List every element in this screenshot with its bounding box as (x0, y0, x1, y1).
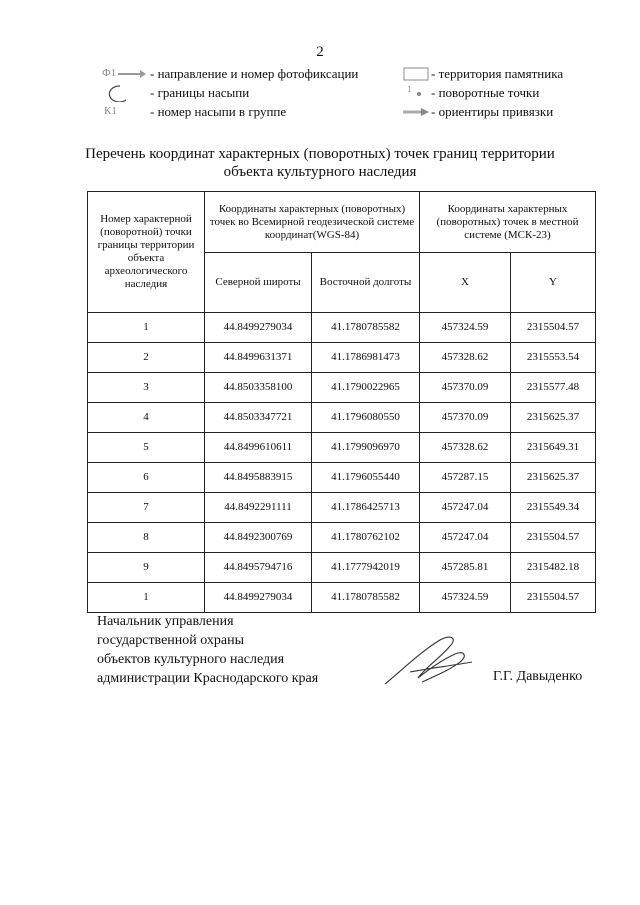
mound-boundary-icon (100, 86, 146, 100)
cell-point-number: 3 (88, 373, 205, 403)
cell-longitude: 41.1780785582 (312, 583, 420, 613)
cell-y: 2315482.18 (511, 553, 596, 583)
photo-direction-icon: Ф1 (100, 67, 146, 81)
cell-x: 457328.62 (420, 343, 511, 373)
cell-y: 2315625.37 (511, 403, 596, 433)
legend-item-reference (403, 104, 553, 120)
legend-label: - направление и номер фотофиксации (150, 66, 359, 81)
table-row (88, 373, 596, 403)
cell-y: 2315577.48 (511, 373, 596, 403)
header-x: X (420, 253, 511, 313)
cell-longitude: 41.1790022965 (312, 373, 420, 403)
cell-point-number: 7 (88, 493, 205, 523)
cell-x: 457328.62 (420, 433, 511, 463)
cell-x: 457285.81 (420, 553, 511, 583)
handwritten-signature (380, 632, 475, 692)
legend-label: - ориентиры привязки (431, 104, 554, 119)
legend-item-photo (100, 66, 358, 82)
map-legend (100, 66, 600, 122)
cell-longitude: 41.1777942019 (312, 553, 420, 583)
cell-longitude: 41.1780785582 (312, 313, 420, 343)
cell-x: 457247.04 (420, 493, 511, 523)
cell-point-number: 9 (88, 553, 205, 583)
cell-latitude: 44.8495883915 (205, 463, 312, 493)
cell-y: 2315504.57 (511, 583, 596, 613)
coordinates-table (87, 191, 596, 613)
position-line: объектов культурного наследия (97, 652, 285, 667)
cell-x: 457287.15 (420, 463, 511, 493)
cell-longitude: 41.1780762102 (312, 523, 420, 553)
cell-point-number: 8 (88, 523, 205, 553)
header-y: Y (511, 253, 596, 313)
legend-label: - поворотные точки (431, 85, 540, 100)
legend-item-group (100, 104, 286, 120)
cell-latitude: 44.8499610611 (205, 433, 312, 463)
position-line: Начальник управления (97, 614, 234, 629)
table-row (88, 463, 596, 493)
table-row (88, 553, 596, 583)
legend-item-mound (100, 85, 249, 101)
header-east-longitude: Восточной долготы (312, 253, 420, 313)
turn-point-icon: 1 (403, 86, 429, 100)
cell-x: 457370.09 (420, 373, 511, 403)
page-number: 2 (316, 44, 324, 60)
cell-x: 457324.59 (420, 583, 511, 613)
cell-x: 457324.59 (420, 313, 511, 343)
cell-latitude: 44.8492291111 (205, 493, 312, 523)
legend-item-turn-point (403, 85, 539, 101)
cell-point-number: 5 (88, 433, 205, 463)
legend-label: - номер насыпи в группе (150, 104, 287, 119)
cell-point-number: 6 (88, 463, 205, 493)
header-wgs84: Координаты характерных (поворотных) точек во Всемирной геодезической системе координат(WGS-84) (205, 192, 420, 253)
position-line: государственной охраны (97, 633, 245, 648)
cell-longitude: 41.1799096970 (312, 433, 420, 463)
cell-longitude: 41.1786425713 (312, 493, 420, 523)
cell-latitude: 44.8499631371 (205, 343, 312, 373)
cell-latitude: 44.8495794716 (205, 553, 312, 583)
legend-label: - границы насыпи (150, 85, 250, 100)
position-line: администрации Краснодарского края (97, 671, 319, 686)
cell-latitude: 44.8503358100 (205, 373, 312, 403)
table-body (88, 313, 596, 613)
cell-longitude: 41.1796080550 (312, 403, 420, 433)
table-row (88, 583, 596, 613)
table-row (88, 343, 596, 373)
table-row (88, 403, 596, 433)
signature-position (97, 612, 318, 688)
document-title: Перечень координат характерных (поворотных) точек границ территории объекта культурного наследия (85, 146, 555, 180)
cell-y: 2315504.57 (511, 313, 596, 343)
signer-name: Г.Г. Давыденко (493, 669, 583, 684)
cell-x: 457370.09 (420, 403, 511, 433)
table-row (88, 433, 596, 463)
territory-box-icon (403, 67, 429, 81)
cell-point-number: 2 (88, 343, 205, 373)
reference-arrow-icon (403, 105, 429, 119)
table-row (88, 313, 596, 343)
cell-point-number: 1 (88, 583, 205, 613)
header-point-number: Номер характерной (поворотной) точки границы территории объекта археологического наследия (88, 192, 205, 313)
cell-latitude: 44.8492300769 (205, 523, 312, 553)
cell-x: 457247.04 (420, 523, 511, 553)
legend-label: - территория памятника (431, 66, 564, 81)
cell-y: 2315504.57 (511, 523, 596, 553)
cell-latitude: 44.8499279034 (205, 583, 312, 613)
cell-point-number: 4 (88, 403, 205, 433)
group-number-icon: К1 (104, 105, 117, 117)
cell-y: 2315553.54 (511, 343, 596, 373)
table-row (88, 523, 596, 553)
header-msk23: Координаты характерных (поворотных) точек в местной системе (МСК-23) (420, 192, 596, 253)
cell-latitude: 44.8499279034 (205, 313, 312, 343)
cell-y: 2315649.31 (511, 433, 596, 463)
cell-latitude: 44.8503347721 (205, 403, 312, 433)
header-north-latitude: Северной широты (205, 253, 312, 313)
cell-y: 2315549.34 (511, 493, 596, 523)
cell-longitude: 41.1786981473 (312, 343, 420, 373)
cell-y: 2315625.37 (511, 463, 596, 493)
cell-longitude: 41.1796055440 (312, 463, 420, 493)
cell-point-number: 1 (88, 313, 205, 343)
table-row (88, 493, 596, 523)
legend-item-territory (403, 66, 563, 82)
